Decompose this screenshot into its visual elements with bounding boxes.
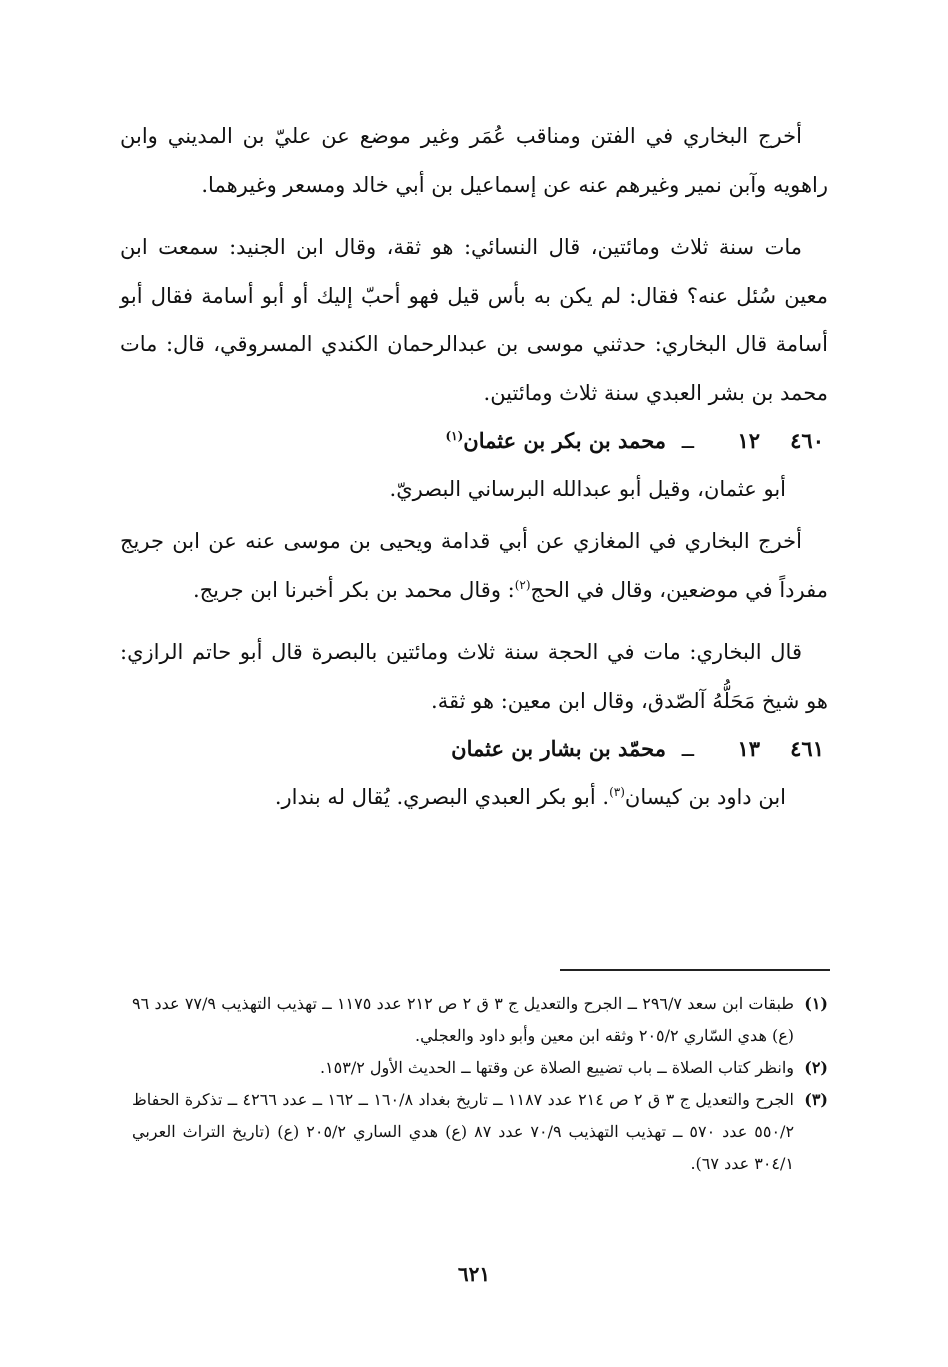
paragraph-3 [120,517,828,614]
footnote-1 [132,988,828,1052]
footnote-3 [132,1084,828,1180]
footnote-1-text: طبقات ابن سعد ٢٩٦/٧ ــ الجرح والتعديل ج ٣ ق ٢ ص ٢١٢ عدد ١١٧٥ ــ تهذيب التهذيب ٧٧/٩ عدد ٩٦ (ع) هدي السّاري ٢٠٥/٢ وثقه ابن معين وأبو داود والعجلي. [132,994,795,1045]
paragraph-2: مات سنة ثلاث ومائتين، قال النسائي: هو ثقة، وقال ابن الجنيد: سمعت ابن معين سُئل عنه؟ فقال: لم يكن به بأس قيل فهو أحبّ إليك أو أبو أسامة فقال أبو أسامة قال البخاري: حدثني موسى بن عبدالرحمان الكندي المسروقي، قال: مات محمد بن بشر العبدي سنة ثلاث ومائتين. [120,235,828,405]
footnote-3-text: الجرح والتعديل ج ٣ ق ٢ ص ٢١٤ عدد ١١٨٧ ــ تاريخ بغداد ١٦٠/٨ ــ ١٦٢ ــ عدد ٤٢٦٦ ــ تذكرة الحفاظ ٥٥٠/٢ عدد ٥٧٠ ــ تهذيب التهذيب ٧٠/٩ عدد ٨٧ (ع) هدي الساري ٢٠٥/٢ (ع) (تاريخ التراث العربي ٣٠٤/١ عدد ٦٧). [132,1090,795,1173]
footnote-2 [132,1052,828,1084]
footnote-2-mark: (٢) [804,1058,828,1077]
footnote-ref-1[interactable]: (١) [445,429,464,443]
footnote-1-mark: (١) [804,994,828,1013]
entry-460-kunya: أبو عثمان، وقيل أبو عبدالله البرساني البصريّ. [389,477,786,501]
paragraph-4: قال البخاري: مات في الحجة سنة ثلاث ومائتين بالبصرة قال أبو حاتم الرازي: هو شيخ مَحَلُّهُ آلصّدق، وقال ابن معين: هو ثقة. [120,640,828,713]
footnotes [132,988,828,1180]
entry-461-lineage [120,773,828,821]
footnote-3-mark: (٣) [804,1090,828,1109]
entry-460-sequence: ١٢ [737,428,760,453]
entry-460-number: ٤٦٠ [790,428,824,453]
paragraph-3-text-a: أخرج البخاري في المغازي عن أبي قدامة ويحيى بن موسى عنه عن ابن جريج مفرداً في موضعين، وقال في الحج [120,529,828,602]
paragraph-1: أخرج البخاري في الفتن ومناقب عُمَر وغير موضع عن عليّ بن المديني وابن راهويه وآبن نمير وغيرهم عنه عن إسماعيل بن أبي خالد ومسعر وغيرهما. [120,124,828,197]
entry-461-lineage-text-b: . أبو بكر العبدي البصري. يُقال له بندار. [274,785,610,809]
footnote-ref-2[interactable]: (٢) [514,577,531,592]
main-text [120,112,828,821]
footnote-ref-3[interactable]: (٣) [609,785,625,799]
entry-460-heading [120,417,828,465]
footnote-divider [560,969,830,971]
entry-461-name: محمّد بن بشار بن عثمان [451,736,666,761]
entry-460-dash: ــ [681,429,694,453]
page-number: ٦٢١ [457,1262,491,1286]
paragraph-3-text-b: : وقال محمد بن بكر أخبرنا ابن جريج. [192,577,515,602]
entry-460-name-text: محمد بن بكر بن عثمان [463,428,666,453]
entry-460-name [445,417,666,465]
entry-461-dash: ــ [681,737,694,761]
entry-461-sequence: ١٣ [737,736,760,761]
entry-461-number: ٤٦١ [790,736,824,761]
footnote-2-text: وانظر كتاب الصلاة ــ باب تضييع الصلاة عن وقتها ــ الحديث الأول ١٥٣/٢. [319,1058,794,1077]
entry-461-lineage-text-a: ابن داود بن كيسان [624,785,786,809]
entry-461-heading [120,725,828,773]
